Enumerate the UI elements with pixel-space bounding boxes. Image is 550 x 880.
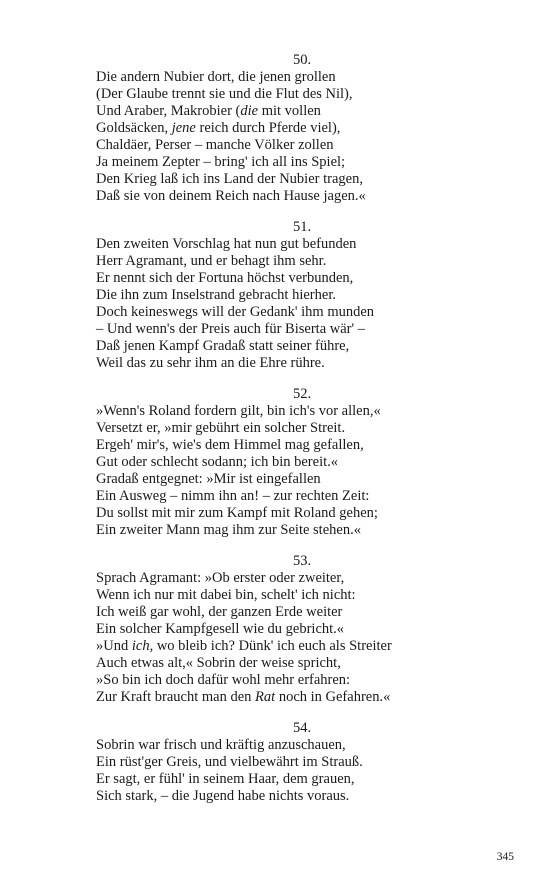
verse-text: Gut oder schlecht sodann; ich bin bereit.«: [96, 454, 339, 470]
verse-text: Er sagt, er fühl' in seinem Haar, dem grauen,: [96, 771, 355, 787]
stanza-number: 50.: [292, 52, 312, 68]
verse-line: [96, 437, 516, 454]
verse-text: Ein rüst'ger Greis, und vielbewährt im Strauß.: [96, 754, 363, 770]
verse-text: Ergeh' mir's, wie's dem Himmel mag gefallen,: [96, 437, 364, 453]
stanza: [96, 219, 516, 372]
verse-line: [96, 120, 516, 137]
verse-line: [96, 488, 516, 505]
verse-text: Ein solcher Kampfgesell wie du gebricht.«: [96, 621, 345, 637]
verse-text: Daß sie von deinem Reich nach Hause jagen.«: [96, 188, 366, 204]
verse-text: – Und wenn's der Preis auch für Biserta wär' –: [96, 321, 365, 337]
verse-text: Herr Agramant, und er behagt ihm sehr.: [96, 253, 327, 269]
verse-text: reich durch Pferde viel),: [195, 120, 341, 136]
verse-line: [96, 672, 516, 689]
verse-line: [96, 253, 516, 270]
emphasized-text: die: [240, 103, 259, 119]
verse-line: [96, 304, 516, 321]
verse-text: Die andern Nubier dort, die jenen grollen: [96, 69, 336, 85]
verse-text: Er nennt sich der Fortuna höchst verbunden,: [96, 270, 354, 286]
verse-text: Daß jenen Kampf Gradaß statt seiner führe,: [96, 338, 350, 354]
verse-line: [96, 270, 516, 287]
verse-text: Auch etwas alt,« Sobrin der weise spricht,: [96, 655, 341, 671]
verse-line: [96, 69, 516, 86]
verse-text: Sobrin war frisch und kräftig anzuschauen,: [96, 737, 346, 753]
verse-line: [96, 154, 516, 171]
verse-line: [96, 355, 516, 372]
stanza-number: 52.: [292, 386, 312, 402]
verse-line: [96, 236, 516, 253]
verse-text: Und Araber, Makrobier (: [96, 103, 241, 119]
verse-text: Gradaß entgegnet: »Mir ist eingefallen: [96, 471, 321, 487]
verse-line: [96, 287, 516, 304]
verse-text: Sprach Agramant: »Ob erster oder zweiter,: [96, 570, 345, 586]
verse-line: [96, 321, 516, 338]
verse-text: Den zweiten Vorschlag hat nun gut befunden: [96, 236, 357, 252]
verse-line: [96, 420, 516, 437]
verse-line: [96, 621, 516, 638]
verse-line: [96, 454, 516, 471]
stanza: [96, 52, 516, 205]
verse-line: [96, 689, 516, 706]
verse-text: Ja meinem Zepter – bring' ich all ins Spiel;: [96, 154, 346, 170]
page-number: 345: [496, 851, 514, 863]
verse-text: Wenn ich nur mit dabei bin, schelt' ich nicht:: [96, 587, 356, 603]
verse-text: Ein Ausweg – nimm ihn an! – zur rechten Zeit:: [96, 488, 370, 504]
verse-line: [96, 471, 516, 488]
emphasized-text: Rat: [255, 689, 276, 705]
verse-line: [96, 403, 516, 420]
verse-line: [96, 754, 516, 771]
verse-text: »Wenn's Roland fordern gilt, bin ich's vor allen,«: [96, 403, 381, 419]
stanza-number: 51.: [292, 219, 312, 235]
verse-text: Goldsäcken,: [96, 120, 172, 136]
verse-line: [96, 655, 516, 672]
verse-text: Ich weiß gar wohl, der ganzen Erde weiter: [96, 604, 343, 620]
emphasized-text: jene: [171, 120, 196, 136]
verse-line: [96, 771, 516, 788]
verse-line: [96, 188, 516, 205]
verse-line: [96, 604, 516, 621]
verse-line: [96, 505, 516, 522]
verse-line: [96, 171, 516, 188]
verse-text: (Der Glaube trennt sie und die Flut des Nil),: [96, 86, 353, 102]
verse-line: [96, 638, 516, 655]
verse-line: [96, 103, 516, 120]
stanza-number: 53.: [292, 553, 312, 569]
verse-text: Chaldäer, Perser – manche Völker zollen: [96, 137, 334, 153]
verse-line: [96, 137, 516, 154]
verse-text: »So bin ich doch dafür wohl mehr erfahren:: [96, 672, 351, 688]
verse-text: Den Krieg laß ich ins Land der Nubier tragen,: [96, 171, 363, 187]
verse-text: Weil das zu sehr ihm an die Ehre rühre.: [96, 355, 325, 371]
stanza: [96, 553, 516, 706]
verse-text: »Und: [96, 638, 132, 654]
stanza: [96, 386, 516, 539]
verse-line: [96, 737, 516, 754]
verse-text: wo bleib ich? Dünk' ich euch als Streiter: [153, 638, 392, 654]
verse-text: Die ihn zum Inselstrand gebracht hierher.: [96, 287, 336, 303]
verse-text: noch in Gefahren.«: [275, 689, 391, 705]
verse-text: Doch keineswegs will der Gedank' ihm munden: [96, 304, 375, 320]
emphasized-text: ich,: [131, 638, 154, 654]
verse-text: Zur Kraft braucht man den: [96, 689, 256, 705]
verse-line: [96, 570, 516, 587]
verse-line: [96, 587, 516, 604]
verse-line: [96, 86, 516, 103]
verse-text: Sich stark, – die Jugend habe nichts voraus.: [96, 788, 350, 804]
verse-line: [96, 338, 516, 355]
verse-text: Du sollst mit mir zum Kampf mit Roland gehen;: [96, 505, 378, 521]
stanza-number: 54.: [292, 720, 312, 736]
verse-line: [96, 788, 516, 805]
verse-text: Versetzt er, »mir gebührt ein solcher Streit.: [96, 420, 346, 436]
stanza: [96, 720, 516, 805]
verse-line: [96, 522, 516, 539]
verse-text: Ein zweiter Mann mag ihm zur Seite stehen.«: [96, 522, 361, 538]
verse-text: mit vollen: [258, 103, 321, 119]
